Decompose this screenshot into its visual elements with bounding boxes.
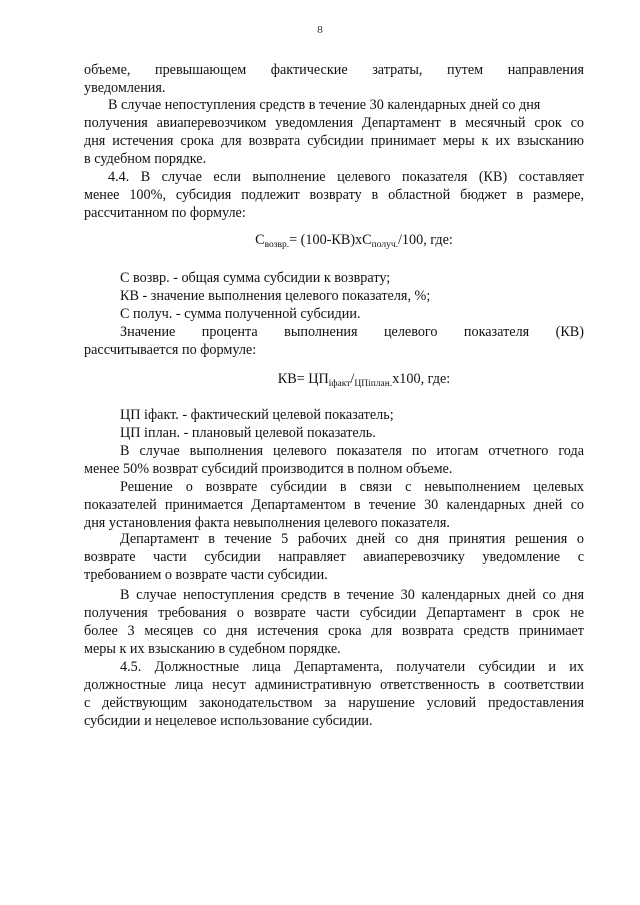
text-line-l14: рассчитывается по формуле: — [84, 342, 257, 358]
text-line-l30: должностные лица несут административную ответственность в соответствии — [84, 677, 584, 693]
text-line-l17: В случае выполнения целевого показателя по итогам отчетного года — [120, 443, 584, 459]
formula-refund-mid: = (100-КВ)хС — [289, 232, 372, 248]
formula-kv-end: х100, где: — [392, 371, 451, 387]
text-line-l18: менее 50% возврат субсидий производится в полном объеме. — [84, 461, 453, 477]
text-line-l11: КВ - значение выполнения целевого показателя, %; — [120, 288, 431, 304]
text-line-l19: Решение о возврате субсидии в связи с невыполнением целевых — [120, 479, 584, 495]
text-line-l26: получения требования о возврате части субсидии Департамент в срок не — [84, 605, 584, 621]
text-line-l23: возврате части субсидии направляет авиаперевозчику уведомление с — [84, 549, 584, 565]
formula-kv-start: КВ= ЦП — [277, 371, 329, 387]
text-line-l10: С возвр. - общая сумма субсидии к возврату; — [120, 270, 391, 286]
formula-kv-slash: / — [350, 371, 355, 387]
text-line-l20: показателей принимается Департаментом в течение 30 календарных дней со — [84, 497, 584, 513]
text-line-l2: уведомления. — [84, 80, 166, 96]
text-line-l5: дня истечения срока для возврата субсидии принимает меры к их взысканию — [84, 133, 584, 149]
text-line-l4: получения авиаперевозчиком уведомления Департамент в месячный срок со — [84, 115, 584, 131]
page-number: 8 — [317, 24, 323, 36]
formula-refund-sub1: возвр. — [264, 240, 290, 250]
formula-refund-end: /100, где: — [397, 232, 453, 248]
text-line-l25: В случае непоступления средств в течение 30 календарных дней со дня — [120, 587, 584, 603]
text-line-l27: более 3 месяцев со дня истечения срока для возврата средств принимает — [84, 623, 584, 639]
text-line-l31: с действующим законодательством за нарушение условий предоставления — [84, 695, 584, 711]
text-line-l13: Значение процента выполнения целевого показателя (КВ) — [120, 324, 584, 340]
text-line-l22: Департамент в течение 5 рабочих дней со дня принятия решения о — [120, 531, 584, 547]
formula-kv-sub2: ЦПіплан. — [354, 379, 393, 389]
formula-refund-c: С — [255, 232, 265, 248]
text-line-l6: в судебном порядке. — [84, 151, 207, 167]
text-line-l7: 4.4. В случае если выполнение целевого показателя (КВ) составляет — [108, 169, 584, 185]
text-line-l32: субсидии и нецелевое использование субсидии. — [84, 713, 373, 729]
formula-kv — [84, 371, 584, 393]
text-line-l21: дня установления факта невыполнения целевого показателя. — [84, 515, 450, 531]
text-line-l24: требованием о возврате части субсидии. — [84, 567, 328, 583]
text-line-l9: рассчитанном по формуле: — [84, 205, 246, 221]
text-line-l28: меры к их взысканию в судебном порядке. — [84, 641, 341, 657]
formula-kv-sub1: іфакт — [328, 379, 351, 389]
text-line-l12: С получ. - сумма полученной субсидии. — [120, 306, 361, 322]
formula-refund-sub2: получ. — [371, 240, 398, 250]
text-line-l3: В случае непоступления средств в течение 30 календарных дней со дня — [108, 97, 541, 113]
text-line-l29: 4.5. Должностные лица Департамента, получатели субсидии и их — [120, 659, 584, 675]
text-line-l8: менее 100%, субсидия подлежит возврату в областной бюджет в размере, — [84, 187, 584, 203]
text-line-l16: ЦП іплан. - плановый целевой показатель. — [120, 425, 376, 441]
text-line-l1: объеме, превышающем фактические затраты, путем направления — [84, 62, 584, 78]
text-line-l15: ЦП іфакт. - фактический целевой показатель; — [120, 407, 394, 423]
formula-refund — [84, 232, 584, 254]
